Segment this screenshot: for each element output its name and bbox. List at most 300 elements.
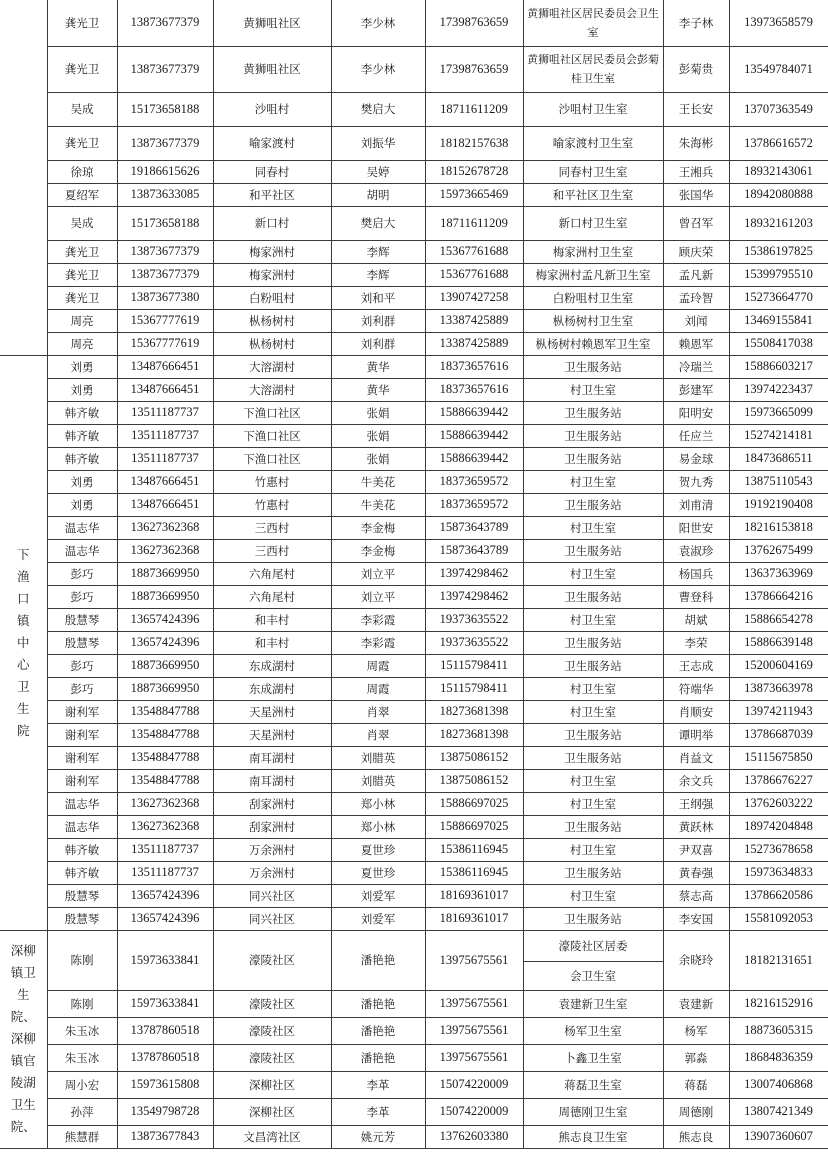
clinic-contact-phone-cell: 18182131651 bbox=[729, 930, 828, 990]
clinic-contact-name-cell: 肖顺安 bbox=[663, 700, 729, 723]
village-name-cell: 白粉咀村 bbox=[213, 286, 331, 309]
clinic-contact-phone-cell: 13469155841 bbox=[729, 309, 828, 332]
official-phone-cell: 13548847788 bbox=[117, 700, 213, 723]
clinic-name-cell: 村卫生室 bbox=[523, 792, 663, 815]
official-name-cell: 谢利军 bbox=[47, 723, 117, 746]
village-doctor-name-cell: 吴婷 bbox=[331, 160, 425, 183]
clinic-name-cell: 枞杨树村卫生室 bbox=[523, 309, 663, 332]
village-doctor-name-cell: 潘艳艳 bbox=[331, 1044, 425, 1071]
table-row bbox=[0, 884, 828, 907]
official-name-cell: 朱玉冰 bbox=[47, 1044, 117, 1071]
village-name-cell: 天星洲村 bbox=[213, 723, 331, 746]
official-phone-cell: 13627362368 bbox=[117, 539, 213, 562]
clinic-contact-phone-cell: 18932143061 bbox=[729, 160, 828, 183]
village-doctor-phone-cell: 18373659572 bbox=[425, 493, 523, 516]
official-name-cell: 朱玉冰 bbox=[47, 1017, 117, 1044]
official-name-cell: 夏绍军 bbox=[47, 183, 117, 206]
clinic-name-cell: 卫生服务站 bbox=[523, 401, 663, 424]
village-name-cell: 万余洲村 bbox=[213, 861, 331, 884]
clinic-contact-name-cell: 赖恩军 bbox=[663, 332, 729, 355]
official-name-cell: 刘勇 bbox=[47, 355, 117, 378]
village-doctor-phone-cell: 18711611209 bbox=[425, 92, 523, 126]
official-phone-cell: 13657424396 bbox=[117, 907, 213, 930]
clinic-name-cell: 卫生服务站 bbox=[523, 723, 663, 746]
clinic-name-cell: 卜鑫卫生室 bbox=[523, 1044, 663, 1071]
table-row bbox=[0, 1098, 828, 1125]
clinic-contact-name-cell: 符端华 bbox=[663, 677, 729, 700]
village-doctor-name-cell: 刘振华 bbox=[331, 126, 425, 160]
village-doctor-name-cell: 李彩霞 bbox=[331, 608, 425, 631]
village-doctor-phone-cell: 15074220009 bbox=[425, 1071, 523, 1098]
village-doctor-name-cell: 潘艳艳 bbox=[331, 930, 425, 990]
official-phone-cell: 13657424396 bbox=[117, 884, 213, 907]
clinic-contact-phone-cell: 18974204848 bbox=[729, 815, 828, 838]
official-name-cell: 殷慧琴 bbox=[47, 631, 117, 654]
official-phone-cell: 13548847788 bbox=[117, 769, 213, 792]
clinic-contact-phone-cell: 15886603217 bbox=[729, 355, 828, 378]
table-row bbox=[0, 1044, 828, 1071]
clinic-name-cell: 卫生服务站 bbox=[523, 447, 663, 470]
table-row bbox=[0, 608, 828, 631]
official-name-cell: 殷慧琴 bbox=[47, 608, 117, 631]
village-doctor-phone-cell: 15886639442 bbox=[425, 401, 523, 424]
clinic-contact-name-cell: 王纲强 bbox=[663, 792, 729, 815]
clinic-contact-phone-cell: 18216152916 bbox=[729, 990, 828, 1017]
official-phone-cell: 13548847788 bbox=[117, 723, 213, 746]
village-doctor-name-cell: 周霞 bbox=[331, 654, 425, 677]
clinic-name-cell: 村卫生室 bbox=[523, 769, 663, 792]
village-name-cell: 濠陵社区 bbox=[213, 1044, 331, 1071]
village-doctor-phone-cell: 15386116945 bbox=[425, 861, 523, 884]
clinic-contact-name-cell: 余文兵 bbox=[663, 769, 729, 792]
clinic-name-cell: 卫生服务站 bbox=[523, 746, 663, 769]
village-name-cell: 下渔口社区 bbox=[213, 401, 331, 424]
table-row bbox=[0, 930, 828, 990]
clinic-contact-phone-cell: 15273664770 bbox=[729, 286, 828, 309]
village-doctor-name-cell: 张娟 bbox=[331, 424, 425, 447]
clinic-name-cell: 熊志良卫生室 bbox=[523, 1125, 663, 1148]
official-phone-cell: 13511187737 bbox=[117, 447, 213, 470]
clinic-name-cell: 同春村卫生室 bbox=[523, 160, 663, 183]
official-name-cell: 谢利军 bbox=[47, 700, 117, 723]
clinic-name-cell: 蒋磊卫生室 bbox=[523, 1071, 663, 1098]
village-doctor-phone-cell: 15115798411 bbox=[425, 677, 523, 700]
village-doctor-name-cell: 李革 bbox=[331, 1071, 425, 1098]
clinic-name-cell: 和平社区卫生室 bbox=[523, 183, 663, 206]
village-doctor-phone-cell: 19373635522 bbox=[425, 631, 523, 654]
village-doctor-phone-cell: 18373657616 bbox=[425, 378, 523, 401]
village-doctor-phone-cell: 13975675561 bbox=[425, 990, 523, 1017]
clinic-contact-phone-cell: 13907360607 bbox=[729, 1125, 828, 1148]
unit-cell bbox=[0, 355, 47, 930]
official-phone-cell: 13487666451 bbox=[117, 378, 213, 401]
official-phone-cell: 15973633841 bbox=[117, 930, 213, 990]
table-row bbox=[0, 46, 828, 92]
table-row bbox=[0, 206, 828, 240]
village-doctor-phone-cell: 19373635522 bbox=[425, 608, 523, 631]
clinic-contact-name-cell: 熊志良 bbox=[663, 1125, 729, 1148]
village-doctor-phone-cell: 15873643789 bbox=[425, 516, 523, 539]
official-name-cell: 彭巧 bbox=[47, 677, 117, 700]
unit-cell bbox=[0, 0, 47, 355]
village-name-cell: 黄狮咀社区 bbox=[213, 46, 331, 92]
clinic-name-cell: 村卫生室 bbox=[523, 608, 663, 631]
village-name-cell: 濠陵社区 bbox=[213, 1017, 331, 1044]
table-row bbox=[0, 493, 828, 516]
clinic-name-cell: 村卫生室 bbox=[523, 378, 663, 401]
village-doctor-name-cell: 刘立平 bbox=[331, 562, 425, 585]
village-doctor-name-cell: 潘艳艳 bbox=[331, 990, 425, 1017]
official-phone-cell: 13873677379 bbox=[117, 263, 213, 286]
official-phone-cell: 13511187737 bbox=[117, 861, 213, 884]
table-row bbox=[0, 447, 828, 470]
village-name-cell: 梅家洲村 bbox=[213, 263, 331, 286]
village-name-cell: 喻家渡村 bbox=[213, 126, 331, 160]
village-doctor-phone-cell: 15386116945 bbox=[425, 838, 523, 861]
table-row bbox=[0, 815, 828, 838]
table-row bbox=[0, 470, 828, 493]
official-name-cell: 温志华 bbox=[47, 815, 117, 838]
village-name-cell: 下渔口社区 bbox=[213, 424, 331, 447]
village-name-cell: 和丰村 bbox=[213, 631, 331, 654]
village-name-cell: 六角尾村 bbox=[213, 585, 331, 608]
clinic-name-cell: 卫生服务站 bbox=[523, 907, 663, 930]
official-phone-cell: 18873669950 bbox=[117, 585, 213, 608]
table-row bbox=[0, 378, 828, 401]
village-doctor-name-cell: 牛美花 bbox=[331, 493, 425, 516]
official-phone-cell: 13787860518 bbox=[117, 1017, 213, 1044]
village-name-cell: 刮家洲村 bbox=[213, 792, 331, 815]
unit-label: 深柳镇卫生院、深柳镇官陵湖卫生院、 bbox=[10, 943, 36, 1134]
clinic-contact-name-cell: 黄跃林 bbox=[663, 815, 729, 838]
official-name-cell: 韩齐敏 bbox=[47, 838, 117, 861]
village-doctor-name-cell: 张娟 bbox=[331, 447, 425, 470]
clinic-name-cell: 卫生服务站 bbox=[523, 539, 663, 562]
official-name-cell: 韩齐敏 bbox=[47, 861, 117, 884]
clinic-name-cell: 卫生服务站 bbox=[523, 355, 663, 378]
clinic-name-cell: 沙咀村卫生室 bbox=[523, 92, 663, 126]
official-phone-cell: 13873677379 bbox=[117, 46, 213, 92]
clinic-contact-phone-cell: 13973658579 bbox=[729, 0, 828, 46]
village-doctor-phone-cell: 13907427258 bbox=[425, 286, 523, 309]
clinic-name-cell: 黄狮咀社区居民委员会卫生室 bbox=[523, 0, 663, 46]
village-doctor-phone-cell: 15115798411 bbox=[425, 654, 523, 677]
table-row bbox=[0, 838, 828, 861]
official-name-cell: 韩齐敏 bbox=[47, 401, 117, 424]
clinic-contact-name-cell: 李荣 bbox=[663, 631, 729, 654]
table-row bbox=[0, 332, 828, 355]
official-phone-cell: 13873633085 bbox=[117, 183, 213, 206]
official-name-cell: 龚光卫 bbox=[47, 126, 117, 160]
official-name-cell: 彭巧 bbox=[47, 654, 117, 677]
village-name-cell: 下渔口社区 bbox=[213, 447, 331, 470]
clinic-contact-phone-cell: 13007406868 bbox=[729, 1071, 828, 1098]
clinic-contact-phone-cell: 15973634833 bbox=[729, 861, 828, 884]
table-row bbox=[0, 240, 828, 263]
clinic-contact-name-cell: 袁建新 bbox=[663, 990, 729, 1017]
table-row bbox=[0, 907, 828, 930]
official-phone-cell: 13487666451 bbox=[117, 470, 213, 493]
village-doctor-phone-cell: 18373657616 bbox=[425, 355, 523, 378]
official-phone-cell: 13511187737 bbox=[117, 424, 213, 447]
official-phone-cell: 13549798728 bbox=[117, 1098, 213, 1125]
official-name-cell: 温志华 bbox=[47, 792, 117, 815]
village-name-cell: 梅家洲村 bbox=[213, 240, 331, 263]
table-row bbox=[0, 792, 828, 815]
village-doctor-name-cell: 李金梅 bbox=[331, 539, 425, 562]
table-row bbox=[0, 654, 828, 677]
clinic-name-cell: 卫生服务站 bbox=[523, 631, 663, 654]
village-name-cell: 六角尾村 bbox=[213, 562, 331, 585]
village-doctor-name-cell: 刘立平 bbox=[331, 585, 425, 608]
official-phone-cell: 13627362368 bbox=[117, 815, 213, 838]
village-name-cell: 濠陵社区 bbox=[213, 990, 331, 1017]
village-name-cell: 文昌湾社区 bbox=[213, 1125, 331, 1148]
clinic-contact-phone-cell: 13786664216 bbox=[729, 585, 828, 608]
table-row bbox=[0, 585, 828, 608]
official-phone-cell: 19186615626 bbox=[117, 160, 213, 183]
village-doctor-phone-cell: 13387425889 bbox=[425, 309, 523, 332]
clinic-name-cell: 卫生服务站 bbox=[523, 424, 663, 447]
official-phone-cell: 13873677380 bbox=[117, 286, 213, 309]
table-row bbox=[0, 92, 828, 126]
clinic-contact-name-cell: 蒋磊 bbox=[663, 1071, 729, 1098]
official-name-cell: 周亮 bbox=[47, 309, 117, 332]
village-name-cell: 沙咀村 bbox=[213, 92, 331, 126]
village-doctor-name-cell: 刘爱军 bbox=[331, 907, 425, 930]
clinic-contact-name-cell: 刘闻 bbox=[663, 309, 729, 332]
village-doctor-phone-cell: 17398763659 bbox=[425, 0, 523, 46]
table-row bbox=[0, 183, 828, 206]
official-phone-cell: 15973633841 bbox=[117, 990, 213, 1017]
village-doctor-phone-cell: 13387425889 bbox=[425, 332, 523, 355]
unit-cell bbox=[0, 930, 47, 1148]
clinic-contact-phone-cell: 13786676227 bbox=[729, 769, 828, 792]
village-doctor-phone-cell: 15367761688 bbox=[425, 240, 523, 263]
clinic-contact-name-cell: 冷瑞兰 bbox=[663, 355, 729, 378]
village-name-cell: 天星洲村 bbox=[213, 700, 331, 723]
clinic-contact-name-cell: 贺九秀 bbox=[663, 470, 729, 493]
village-doctor-phone-cell: 18373659572 bbox=[425, 470, 523, 493]
village-doctor-name-cell: 张娟 bbox=[331, 401, 425, 424]
village-doctor-name-cell: 夏世珍 bbox=[331, 838, 425, 861]
village-doctor-phone-cell: 15973665469 bbox=[425, 183, 523, 206]
village-doctor-name-cell: 刘利群 bbox=[331, 332, 425, 355]
village-name-cell: 同春村 bbox=[213, 160, 331, 183]
clinic-name-cell: 卫生服务站 bbox=[523, 493, 663, 516]
clinic-contact-name-cell: 阳世安 bbox=[663, 516, 729, 539]
official-phone-cell: 15173658188 bbox=[117, 206, 213, 240]
village-name-cell: 枞杨树村 bbox=[213, 309, 331, 332]
official-phone-cell: 13873677379 bbox=[117, 240, 213, 263]
clinic-contact-name-cell: 张国华 bbox=[663, 183, 729, 206]
table-row bbox=[0, 562, 828, 585]
village-doctor-name-cell: 李少林 bbox=[331, 46, 425, 92]
village-doctor-phone-cell: 13875086152 bbox=[425, 769, 523, 792]
clinic-contact-name-cell: 王长安 bbox=[663, 92, 729, 126]
clinic-contact-phone-cell: 18942080888 bbox=[729, 183, 828, 206]
village-name-cell: 刮家洲村 bbox=[213, 815, 331, 838]
table-row bbox=[0, 677, 828, 700]
official-name-cell: 龚光卫 bbox=[47, 46, 117, 92]
official-name-cell: 龚光卫 bbox=[47, 240, 117, 263]
official-name-cell: 龚光卫 bbox=[47, 0, 117, 46]
clinic-contact-phone-cell: 13807421349 bbox=[729, 1098, 828, 1125]
table-row bbox=[0, 160, 828, 183]
village-doctor-name-cell: 刘和平 bbox=[331, 286, 425, 309]
official-name-cell: 温志华 bbox=[47, 539, 117, 562]
clinic-contact-phone-cell: 15886654278 bbox=[729, 608, 828, 631]
village-doctor-name-cell: 黄华 bbox=[331, 378, 425, 401]
official-phone-cell: 13657424396 bbox=[117, 631, 213, 654]
table-row bbox=[0, 355, 828, 378]
official-phone-cell: 13548847788 bbox=[117, 746, 213, 769]
clinic-contact-name-cell: 顾庆荣 bbox=[663, 240, 729, 263]
official-name-cell: 刘勇 bbox=[47, 470, 117, 493]
village-doctor-name-cell: 李革 bbox=[331, 1098, 425, 1125]
village-name-cell: 竹惠村 bbox=[213, 470, 331, 493]
official-name-cell: 吴成 bbox=[47, 206, 117, 240]
table-row bbox=[0, 1125, 828, 1148]
clinic-contact-name-cell: 任应兰 bbox=[663, 424, 729, 447]
village-doctor-name-cell: 牛美花 bbox=[331, 470, 425, 493]
clinic-contact-name-cell: 谭明举 bbox=[663, 723, 729, 746]
village-name-cell: 万余洲村 bbox=[213, 838, 331, 861]
official-name-cell: 徐琼 bbox=[47, 160, 117, 183]
official-name-cell: 彭巧 bbox=[47, 562, 117, 585]
official-phone-cell: 15973615808 bbox=[117, 1071, 213, 1098]
clinic-contact-name-cell: 彭建军 bbox=[663, 378, 729, 401]
official-name-cell: 谢利军 bbox=[47, 769, 117, 792]
official-phone-cell: 18873669950 bbox=[117, 654, 213, 677]
village-doctor-phone-cell: 15074220009 bbox=[425, 1098, 523, 1125]
clinic-contact-name-cell: 孟凡新 bbox=[663, 263, 729, 286]
clinic-name-cell: 卫生服务站 bbox=[523, 815, 663, 838]
village-doctor-name-cell: 刘利群 bbox=[331, 309, 425, 332]
official-name-cell: 龚光卫 bbox=[47, 286, 117, 309]
clinic-name-cell: 村卫生室 bbox=[523, 838, 663, 861]
official-phone-cell: 13787860518 bbox=[117, 1044, 213, 1071]
official-name-cell: 温志华 bbox=[47, 516, 117, 539]
clinic-contact-phone-cell: 15273678658 bbox=[729, 838, 828, 861]
official-name-cell: 熊慧群 bbox=[47, 1125, 117, 1148]
village-doctor-name-cell: 李辉 bbox=[331, 263, 425, 286]
official-name-cell: 吴成 bbox=[47, 92, 117, 126]
table-row bbox=[0, 631, 828, 654]
village-name-cell: 大溶湖村 bbox=[213, 355, 331, 378]
clinic-name-cell: 黄狮咀社区居民委员会彭菊桂卫生室 bbox=[523, 46, 663, 92]
clinic-contact-name-cell: 朱海彬 bbox=[663, 126, 729, 160]
village-doctor-phone-cell: 18273681398 bbox=[425, 700, 523, 723]
clinic-name-cell: 袁建新卫生室 bbox=[523, 990, 663, 1017]
table-row bbox=[0, 990, 828, 1017]
unit-label: 下渔口镇中心卫生院 bbox=[16, 546, 30, 738]
official-phone-cell: 13511187737 bbox=[117, 401, 213, 424]
village-doctor-phone-cell: 13975675561 bbox=[425, 1017, 523, 1044]
village-doctor-name-cell: 李少林 bbox=[331, 0, 425, 46]
official-name-cell: 刘勇 bbox=[47, 493, 117, 516]
clinic-contact-name-cell: 黄春强 bbox=[663, 861, 729, 884]
village-doctor-name-cell: 胡明 bbox=[331, 183, 425, 206]
clinic-name-cell: 梅家洲村孟凡新卫生室 bbox=[523, 263, 663, 286]
clinic-name-cell: 村卫生室 bbox=[523, 470, 663, 493]
clinic-contact-phone-cell: 15386197825 bbox=[729, 240, 828, 263]
village-name-cell: 同兴社区 bbox=[213, 884, 331, 907]
clinic-contact-phone-cell: 19192190408 bbox=[729, 493, 828, 516]
clinic-contact-phone-cell: 13974223437 bbox=[729, 378, 828, 401]
village-name-cell: 东成湖村 bbox=[213, 677, 331, 700]
village-name-cell: 新口村 bbox=[213, 206, 331, 240]
table-row bbox=[0, 401, 828, 424]
official-phone-cell: 18873669950 bbox=[117, 677, 213, 700]
village-doctor-phone-cell: 15367761688 bbox=[425, 263, 523, 286]
clinic-contact-name-cell: 易金球 bbox=[663, 447, 729, 470]
clinic-contact-phone-cell: 15886639148 bbox=[729, 631, 828, 654]
official-phone-cell: 15173658188 bbox=[117, 92, 213, 126]
village-doctor-name-cell: 姚元芳 bbox=[331, 1125, 425, 1148]
official-phone-cell: 18873669950 bbox=[117, 562, 213, 585]
clinic-contact-phone-cell: 13873663978 bbox=[729, 677, 828, 700]
official-phone-cell: 13657424396 bbox=[117, 608, 213, 631]
clinic-contact-phone-cell: 13786620586 bbox=[729, 884, 828, 907]
clinic-contact-phone-cell: 18684836359 bbox=[729, 1044, 828, 1071]
village-doctor-name-cell: 肖翠 bbox=[331, 700, 425, 723]
village-name-cell: 黄狮咀社区 bbox=[213, 0, 331, 46]
village-doctor-phone-cell: 18169361017 bbox=[425, 884, 523, 907]
village-doctor-phone-cell: 13762603380 bbox=[425, 1125, 523, 1148]
clinic-contact-phone-cell: 13762603222 bbox=[729, 792, 828, 815]
village-doctor-phone-cell: 13974298462 bbox=[425, 562, 523, 585]
official-phone-cell: 15367777619 bbox=[117, 309, 213, 332]
village-name-cell: 三西村 bbox=[213, 539, 331, 562]
clinic-contact-phone-cell: 13549784071 bbox=[729, 46, 828, 92]
official-name-cell: 刘勇 bbox=[47, 378, 117, 401]
village-doctor-name-cell: 李辉 bbox=[331, 240, 425, 263]
official-name-cell: 陈刚 bbox=[47, 990, 117, 1017]
clinic-contact-phone-cell: 15973665099 bbox=[729, 401, 828, 424]
official-name-cell: 韩齐敏 bbox=[47, 424, 117, 447]
clinic-contact-phone-cell: 15200604169 bbox=[729, 654, 828, 677]
clinic-contact-phone-cell: 13875110543 bbox=[729, 470, 828, 493]
village-doctor-name-cell: 潘艳艳 bbox=[331, 1017, 425, 1044]
village-doctor-name-cell: 夏世珍 bbox=[331, 861, 425, 884]
village-doctor-phone-cell: 13974298462 bbox=[425, 585, 523, 608]
table-row bbox=[0, 286, 828, 309]
official-name-cell: 龚光卫 bbox=[47, 263, 117, 286]
clinic-contact-name-cell: 郭淼 bbox=[663, 1044, 729, 1071]
clinic-contact-phone-cell: 13637363969 bbox=[729, 562, 828, 585]
village-name-cell: 竹惠村 bbox=[213, 493, 331, 516]
village-doctor-name-cell: 樊启大 bbox=[331, 206, 425, 240]
clinic-contact-name-cell: 尹双喜 bbox=[663, 838, 729, 861]
table-row bbox=[0, 723, 828, 746]
table-row bbox=[0, 861, 828, 884]
clinic-name-cell: 卫生服务站 bbox=[523, 654, 663, 677]
clinic-contact-name-cell: 彭菊贵 bbox=[663, 46, 729, 92]
village-doctor-name-cell: 肖翠 bbox=[331, 723, 425, 746]
official-phone-cell: 13487666451 bbox=[117, 493, 213, 516]
village-name-cell: 大溶湖村 bbox=[213, 378, 331, 401]
clinic-name-cell bbox=[523, 930, 663, 990]
clinic-contact-name-cell: 肖益文 bbox=[663, 746, 729, 769]
official-name-cell: 谢利军 bbox=[47, 746, 117, 769]
official-name-cell: 孙萍 bbox=[47, 1098, 117, 1125]
table-row bbox=[0, 539, 828, 562]
village-doctor-name-cell: 刘爱军 bbox=[331, 884, 425, 907]
village-doctor-phone-cell: 15886639442 bbox=[425, 424, 523, 447]
official-name-cell: 殷慧琴 bbox=[47, 884, 117, 907]
official-phone-cell: 13873677379 bbox=[117, 126, 213, 160]
